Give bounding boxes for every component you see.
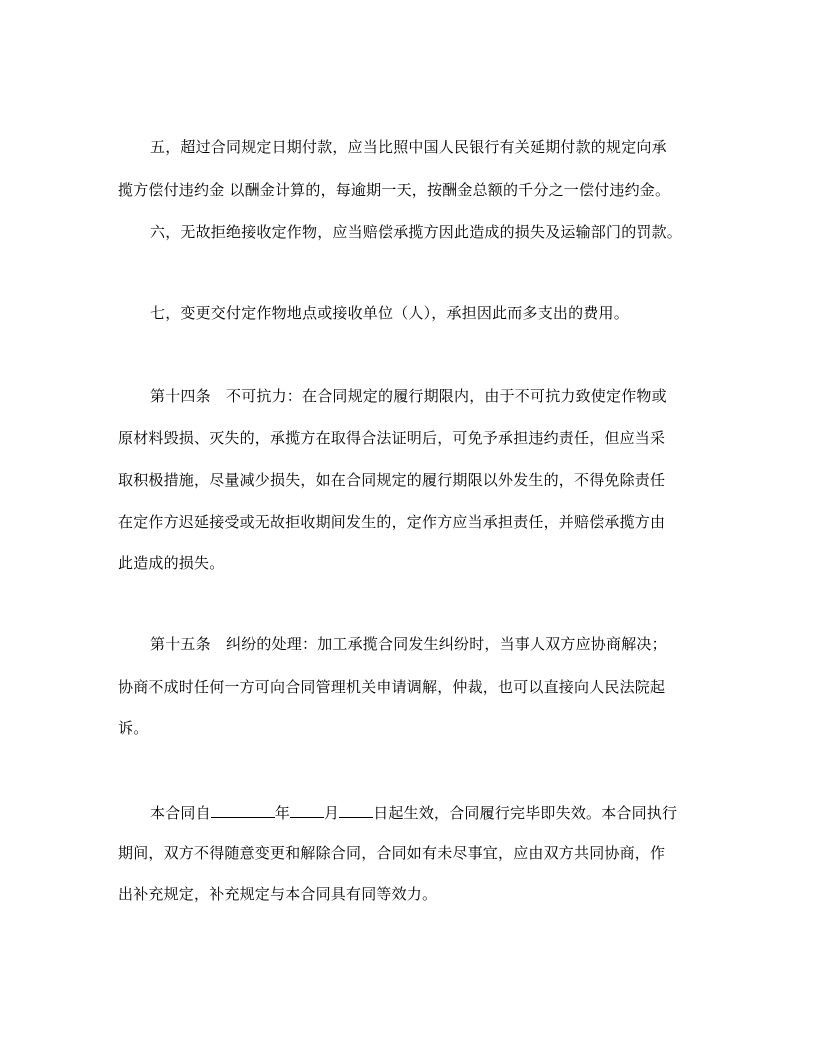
para-line: 揽方偿付违约金 以酬金计算的，每逾期一天，按酬金总额的千分之一偿付违约金。	[118, 181, 671, 199]
year-blank[interactable]	[211, 801, 275, 818]
month-label: 月	[324, 804, 340, 822]
para-line: 期间，双方不得随意变更和解除合同，合同如有未尽事宜，应由双方共同协商，作	[118, 844, 666, 862]
para-line: 五，超过合同规定日期付款，应当比照中国人民银行有关延期付款的规定向承	[150, 138, 667, 156]
para-line: 此造成的损失。	[118, 554, 225, 572]
year-label: 年	[274, 804, 291, 822]
para-line: 协商不成时任何一方可向合同管理机关申请调解，仲裁，也可以直接向人民法院起	[118, 678, 666, 696]
effective-suffix: 日起生效，合同履行完毕即失效。本合同执行	[373, 804, 678, 822]
para-line: 在定作方迟延接受或无故拒收期间发生的，定作方应当承担责任，并赔偿承揽方由	[118, 513, 666, 531]
para-line: 出补充规定，补充规定与本合同具有同等效力。	[118, 885, 438, 903]
para-line: 诉。	[118, 719, 149, 737]
para-line: 第十四条 不可抗力：在合同规定的履行期限内，由于不可抗力致使定作物或	[150, 387, 667, 405]
month-blank[interactable]	[290, 801, 324, 818]
para-line: 七，变更交付定作物地点或接收单位（人），承担因此而多支出的费用。	[150, 304, 629, 322]
day-blank[interactable]	[339, 801, 373, 818]
para-line: 第十五条 纠纷的处理：加工承揽合同发生纠纷时，当事人双方应协商解决；	[150, 635, 667, 653]
effective-prefix: 本合同自	[150, 804, 211, 822]
para-line: 取积极措施，尽量减少损失，如在合同规定的履行期限以外发生的，不得免除责任	[118, 471, 666, 489]
para-line: 原材料毁损、灭失的，承揽方在取得合法证明后，可免予承担违约责任，但应当采	[118, 429, 666, 447]
para-line: 六，无故拒绝接收定作物，应当赔偿承揽方因此造成的损失及运输部门的罚款。	[150, 223, 683, 241]
effective-date-line	[150, 801, 703, 823]
